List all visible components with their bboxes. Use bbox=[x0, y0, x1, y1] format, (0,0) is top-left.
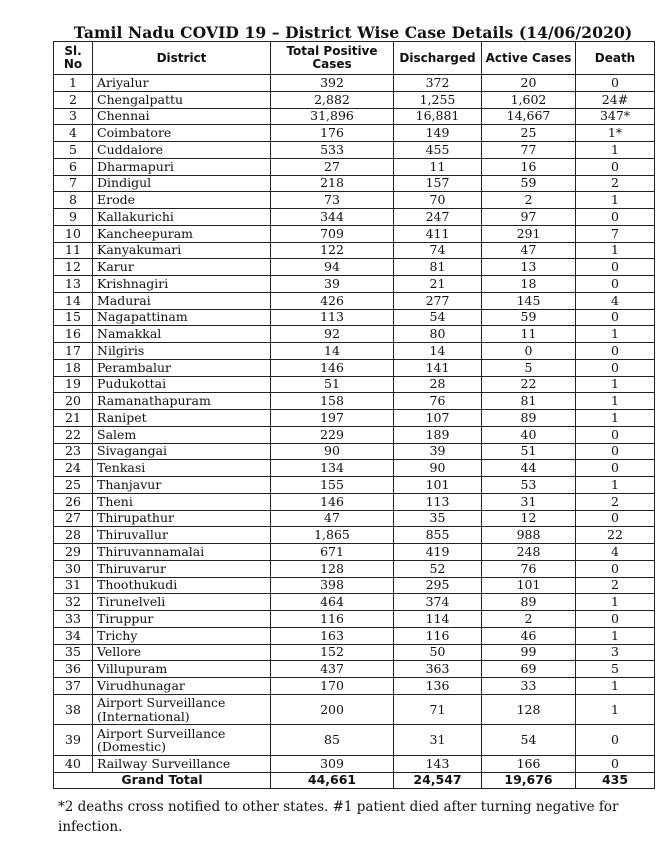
cell-active: 14,667 bbox=[482, 108, 576, 125]
table-row bbox=[54, 611, 655, 628]
cell-total-positive: 47 bbox=[271, 510, 394, 527]
cell-total-positive: 134 bbox=[271, 460, 394, 477]
cell-total-positive: 92 bbox=[271, 326, 394, 343]
table-row bbox=[54, 510, 655, 527]
table-row bbox=[54, 309, 655, 326]
cell-district: Nagapattinam bbox=[93, 309, 271, 326]
cell-active: 0 bbox=[482, 343, 576, 360]
cell-active: 22 bbox=[482, 376, 576, 393]
cell-district: Theni bbox=[93, 493, 271, 510]
header-discharged: Discharged bbox=[394, 42, 482, 75]
cell-district: Thiruvarur bbox=[93, 560, 271, 577]
cell-discharged: 28 bbox=[394, 376, 482, 393]
table-row bbox=[54, 477, 655, 494]
cell-sl-no: 15 bbox=[54, 309, 93, 326]
table-row bbox=[54, 594, 655, 611]
cell-active: 40 bbox=[482, 426, 576, 443]
cell-discharged: 157 bbox=[394, 175, 482, 192]
cell-active: 166 bbox=[482, 755, 576, 772]
cell-discharged: 372 bbox=[394, 75, 482, 92]
cell-active: 59 bbox=[482, 175, 576, 192]
cell-sl-no: 32 bbox=[54, 594, 93, 611]
cell-district: Pudukottai bbox=[93, 376, 271, 393]
cell-sl-no: 3 bbox=[54, 108, 93, 125]
cell-discharged: 141 bbox=[394, 359, 482, 376]
cell-sl-no: 29 bbox=[54, 544, 93, 561]
cell-district: Krishnagiri bbox=[93, 276, 271, 293]
cell-death: 0 bbox=[576, 426, 655, 443]
cell-active: 77 bbox=[482, 142, 576, 159]
cell-active: 20 bbox=[482, 75, 576, 92]
cell-sl-no: 19 bbox=[54, 376, 93, 393]
table-row bbox=[54, 125, 655, 142]
table-row bbox=[54, 544, 655, 561]
grand-total-discharged: 24,547 bbox=[394, 772, 482, 789]
cell-total-positive: 73 bbox=[271, 192, 394, 209]
cell-total-positive: 122 bbox=[271, 242, 394, 259]
cell-active: 33 bbox=[482, 678, 576, 695]
cell-discharged: 71 bbox=[394, 694, 482, 725]
cell-death: 7 bbox=[576, 225, 655, 242]
cell-district: Thiruvannamalai bbox=[93, 544, 271, 561]
cell-death: 0 bbox=[576, 725, 655, 756]
cell-discharged: 143 bbox=[394, 755, 482, 772]
cell-total-positive: 116 bbox=[271, 611, 394, 628]
cell-sl-no: 28 bbox=[54, 527, 93, 544]
cell-sl-no: 6 bbox=[54, 158, 93, 175]
cell-discharged: 54 bbox=[394, 309, 482, 326]
header-sl-no: Sl. No bbox=[54, 42, 93, 75]
cell-discharged: 21 bbox=[394, 276, 482, 293]
table-row bbox=[54, 75, 655, 92]
cell-total-positive: 671 bbox=[271, 544, 394, 561]
table-row bbox=[54, 359, 655, 376]
cell-active: 99 bbox=[482, 644, 576, 661]
cell-total-positive: 90 bbox=[271, 443, 394, 460]
cell-district: Airport Surveillance (Domestic) bbox=[93, 725, 271, 756]
cell-total-positive: 464 bbox=[271, 594, 394, 611]
cell-discharged: 74 bbox=[394, 242, 482, 259]
cell-discharged: 1,255 bbox=[394, 91, 482, 108]
grand-total-death: 435 bbox=[576, 772, 655, 789]
cell-death: 4 bbox=[576, 292, 655, 309]
cell-total-positive: 128 bbox=[271, 560, 394, 577]
cell-total-positive: 31,896 bbox=[271, 108, 394, 125]
cell-total-positive: 197 bbox=[271, 410, 394, 427]
table-row bbox=[54, 376, 655, 393]
cell-district: Tenkasi bbox=[93, 460, 271, 477]
cell-discharged: 277 bbox=[394, 292, 482, 309]
header-death: Death bbox=[576, 42, 655, 75]
cell-district: Coimbatore bbox=[93, 125, 271, 142]
cell-death: 0 bbox=[576, 259, 655, 276]
header-active: Active Cases bbox=[482, 42, 576, 75]
cell-discharged: 70 bbox=[394, 192, 482, 209]
grand-total-row bbox=[54, 772, 655, 789]
cell-sl-no: 4 bbox=[54, 125, 93, 142]
table-row bbox=[54, 755, 655, 772]
cell-discharged: 411 bbox=[394, 225, 482, 242]
cell-active: 5 bbox=[482, 359, 576, 376]
cell-death: 0 bbox=[576, 359, 655, 376]
cell-active: 89 bbox=[482, 594, 576, 611]
cell-district: Namakkal bbox=[93, 326, 271, 343]
grand-total-label: Grand Total bbox=[54, 772, 271, 789]
cell-death: 0 bbox=[576, 510, 655, 527]
table-row bbox=[54, 192, 655, 209]
table-row bbox=[54, 242, 655, 259]
cell-total-positive: 309 bbox=[271, 755, 394, 772]
cell-death: 0 bbox=[576, 611, 655, 628]
cell-death: 4 bbox=[576, 544, 655, 561]
cell-sl-no: 35 bbox=[54, 644, 93, 661]
cell-active: 291 bbox=[482, 225, 576, 242]
cell-death: 1* bbox=[576, 125, 655, 142]
cell-death: 1 bbox=[576, 393, 655, 410]
cell-death: 1 bbox=[576, 627, 655, 644]
cell-death: 0 bbox=[576, 755, 655, 772]
cell-sl-no: 1 bbox=[54, 75, 93, 92]
header-district: District bbox=[93, 42, 271, 75]
cell-death: 1 bbox=[576, 376, 655, 393]
cell-discharged: 363 bbox=[394, 661, 482, 678]
table-row bbox=[54, 175, 655, 192]
cell-discharged: 16,881 bbox=[394, 108, 482, 125]
cell-total-positive: 218 bbox=[271, 175, 394, 192]
district-case-table bbox=[53, 41, 655, 789]
cell-death: 2 bbox=[576, 175, 655, 192]
cell-total-positive: 2,882 bbox=[271, 91, 394, 108]
table-row bbox=[54, 259, 655, 276]
cell-sl-no: 16 bbox=[54, 326, 93, 343]
cell-active: 81 bbox=[482, 393, 576, 410]
cell-death: 0 bbox=[576, 209, 655, 226]
cell-total-positive: 344 bbox=[271, 209, 394, 226]
table-row bbox=[54, 343, 655, 360]
cell-sl-no: 31 bbox=[54, 577, 93, 594]
cell-death: 347* bbox=[576, 108, 655, 125]
table-row bbox=[54, 292, 655, 309]
cell-death: 1 bbox=[576, 410, 655, 427]
cell-district: Thiruvallur bbox=[93, 527, 271, 544]
cell-district: Trichy bbox=[93, 627, 271, 644]
cell-district: Karur bbox=[93, 259, 271, 276]
cell-discharged: 31 bbox=[394, 725, 482, 756]
cell-death: 3 bbox=[576, 644, 655, 661]
cell-active: 11 bbox=[482, 326, 576, 343]
cell-sl-no: 18 bbox=[54, 359, 93, 376]
cell-discharged: 39 bbox=[394, 443, 482, 460]
cell-death: 0 bbox=[576, 75, 655, 92]
cell-district: Tiruppur bbox=[93, 611, 271, 628]
cell-district: Dharmapuri bbox=[93, 158, 271, 175]
cell-total-positive: 200 bbox=[271, 694, 394, 725]
cell-district: Ariyalur bbox=[93, 75, 271, 92]
cell-district: Thirupathur bbox=[93, 510, 271, 527]
cell-total-positive: 1,865 bbox=[271, 527, 394, 544]
cell-death: 0 bbox=[576, 309, 655, 326]
cell-total-positive: 398 bbox=[271, 577, 394, 594]
cell-sl-no: 26 bbox=[54, 493, 93, 510]
cell-active: 2 bbox=[482, 192, 576, 209]
cell-sl-no: 10 bbox=[54, 225, 93, 242]
cell-active: 59 bbox=[482, 309, 576, 326]
cell-district: Cuddalore bbox=[93, 142, 271, 159]
cell-district: Madurai bbox=[93, 292, 271, 309]
cell-discharged: 35 bbox=[394, 510, 482, 527]
table-row bbox=[54, 678, 655, 695]
footnote-text: *2 deaths cross notified to other states. #1 patient died after turning negative for infection. bbox=[58, 799, 619, 835]
cell-sl-no: 14 bbox=[54, 292, 93, 309]
table-row bbox=[54, 725, 655, 756]
cell-district: Thoothukudi bbox=[93, 577, 271, 594]
cell-sl-no: 30 bbox=[54, 560, 93, 577]
cell-discharged: 76 bbox=[394, 393, 482, 410]
cell-active: 97 bbox=[482, 209, 576, 226]
cell-active: 1,602 bbox=[482, 91, 576, 108]
cell-sl-no: 24 bbox=[54, 460, 93, 477]
cell-total-positive: 158 bbox=[271, 393, 394, 410]
cell-sl-no: 33 bbox=[54, 611, 93, 628]
cell-total-positive: 533 bbox=[271, 142, 394, 159]
cell-district: Thanjavur bbox=[93, 477, 271, 494]
cell-death: 1 bbox=[576, 142, 655, 159]
cell-active: 2 bbox=[482, 611, 576, 628]
cell-sl-no: 27 bbox=[54, 510, 93, 527]
table-row bbox=[54, 108, 655, 125]
cell-district: Chennai bbox=[93, 108, 271, 125]
cell-total-positive: 94 bbox=[271, 259, 394, 276]
cell-active: 101 bbox=[482, 577, 576, 594]
cell-active: 76 bbox=[482, 560, 576, 577]
cell-discharged: 50 bbox=[394, 644, 482, 661]
cell-active: 47 bbox=[482, 242, 576, 259]
cell-discharged: 419 bbox=[394, 544, 482, 561]
header-total-positive: Total Positive Cases bbox=[271, 42, 394, 75]
table-row bbox=[54, 91, 655, 108]
cell-sl-no: 21 bbox=[54, 410, 93, 427]
cell-death: 1 bbox=[576, 477, 655, 494]
cell-death: 0 bbox=[576, 343, 655, 360]
cell-total-positive: 146 bbox=[271, 493, 394, 510]
cell-discharged: 52 bbox=[394, 560, 482, 577]
cell-district: Tirunelveli bbox=[93, 594, 271, 611]
cell-death: 22 bbox=[576, 527, 655, 544]
cell-sl-no: 39 bbox=[54, 725, 93, 756]
cell-active: 145 bbox=[482, 292, 576, 309]
cell-active: 51 bbox=[482, 443, 576, 460]
cell-district: Dindigul bbox=[93, 175, 271, 192]
cell-total-positive: 392 bbox=[271, 75, 394, 92]
cell-discharged: 189 bbox=[394, 426, 482, 443]
cell-sl-no: 12 bbox=[54, 259, 93, 276]
cell-sl-no: 9 bbox=[54, 209, 93, 226]
table-row bbox=[54, 443, 655, 460]
cell-district: Villupuram bbox=[93, 661, 271, 678]
cell-death: 0 bbox=[576, 158, 655, 175]
cell-district: Chengalpattu bbox=[93, 91, 271, 108]
cell-total-positive: 27 bbox=[271, 158, 394, 175]
cell-total-positive: 437 bbox=[271, 661, 394, 678]
cell-active: 128 bbox=[482, 694, 576, 725]
cell-discharged: 116 bbox=[394, 627, 482, 644]
cell-active: 18 bbox=[482, 276, 576, 293]
table-row bbox=[54, 577, 655, 594]
cell-active: 248 bbox=[482, 544, 576, 561]
cell-sl-no: 20 bbox=[54, 393, 93, 410]
table-header-row bbox=[54, 42, 655, 75]
cell-sl-no: 17 bbox=[54, 343, 93, 360]
cell-district: Perambalur bbox=[93, 359, 271, 376]
cell-death: 1 bbox=[576, 242, 655, 259]
cell-sl-no: 40 bbox=[54, 755, 93, 772]
cell-active: 31 bbox=[482, 493, 576, 510]
cell-district: Kanyakumari bbox=[93, 242, 271, 259]
cell-district: Sivagangai bbox=[93, 443, 271, 460]
cell-total-positive: 85 bbox=[271, 725, 394, 756]
table-row bbox=[54, 142, 655, 159]
cell-discharged: 455 bbox=[394, 142, 482, 159]
table-row bbox=[54, 493, 655, 510]
cell-sl-no: 38 bbox=[54, 694, 93, 725]
cell-district: Airport Surveillance (International) bbox=[93, 694, 271, 725]
cell-death: 24# bbox=[576, 91, 655, 108]
cell-total-positive: 163 bbox=[271, 627, 394, 644]
table-row bbox=[54, 209, 655, 226]
cell-total-positive: 170 bbox=[271, 678, 394, 695]
table-row bbox=[54, 410, 655, 427]
table-row bbox=[54, 276, 655, 293]
cell-total-positive: 176 bbox=[271, 125, 394, 142]
cell-death: 0 bbox=[576, 460, 655, 477]
cell-sl-no: 5 bbox=[54, 142, 93, 159]
table-row bbox=[54, 627, 655, 644]
cell-total-positive: 146 bbox=[271, 359, 394, 376]
cell-death: 1 bbox=[576, 326, 655, 343]
cell-active: 69 bbox=[482, 661, 576, 678]
page-title: Tamil Nadu COVID 19 – District Wise Case Details (14/06/2020) bbox=[73, 23, 633, 42]
cell-discharged: 90 bbox=[394, 460, 482, 477]
cell-active: 46 bbox=[482, 627, 576, 644]
cell-district: Ramanathapuram bbox=[93, 393, 271, 410]
cell-total-positive: 709 bbox=[271, 225, 394, 242]
cell-active: 25 bbox=[482, 125, 576, 142]
cell-active: 53 bbox=[482, 477, 576, 494]
cell-district: Kancheepuram bbox=[93, 225, 271, 242]
table-row bbox=[54, 694, 655, 725]
cell-death: 0 bbox=[576, 560, 655, 577]
table-row bbox=[54, 225, 655, 242]
cell-sl-no: 37 bbox=[54, 678, 93, 695]
table-row bbox=[54, 527, 655, 544]
cell-discharged: 80 bbox=[394, 326, 482, 343]
cell-discharged: 136 bbox=[394, 678, 482, 695]
cell-total-positive: 152 bbox=[271, 644, 394, 661]
cell-active: 13 bbox=[482, 259, 576, 276]
table-row bbox=[54, 426, 655, 443]
cell-sl-no: 13 bbox=[54, 276, 93, 293]
grand-total-active: 19,676 bbox=[482, 772, 576, 789]
cell-active: 89 bbox=[482, 410, 576, 427]
cell-district: Salem bbox=[93, 426, 271, 443]
cell-active: 16 bbox=[482, 158, 576, 175]
cell-discharged: 11 bbox=[394, 158, 482, 175]
cell-discharged: 855 bbox=[394, 527, 482, 544]
cell-death: 1 bbox=[576, 192, 655, 209]
cell-district: Nilgiris bbox=[93, 343, 271, 360]
table-row bbox=[54, 393, 655, 410]
cell-death: 0 bbox=[576, 276, 655, 293]
cell-discharged: 247 bbox=[394, 209, 482, 226]
cell-active: 44 bbox=[482, 460, 576, 477]
table-body bbox=[54, 75, 655, 773]
table-row bbox=[54, 460, 655, 477]
table-row bbox=[54, 661, 655, 678]
table-row bbox=[54, 158, 655, 175]
cell-discharged: 101 bbox=[394, 477, 482, 494]
cell-total-positive: 14 bbox=[271, 343, 394, 360]
cell-sl-no: 36 bbox=[54, 661, 93, 678]
cell-discharged: 374 bbox=[394, 594, 482, 611]
footnote bbox=[58, 797, 638, 837]
cell-active: 12 bbox=[482, 510, 576, 527]
cell-total-positive: 51 bbox=[271, 376, 394, 393]
cell-death: 1 bbox=[576, 594, 655, 611]
cell-sl-no: 7 bbox=[54, 175, 93, 192]
cell-active: 988 bbox=[482, 527, 576, 544]
cell-district: Kallakurichi bbox=[93, 209, 271, 226]
grand-total-positive: 44,661 bbox=[271, 772, 394, 789]
cell-total-positive: 155 bbox=[271, 477, 394, 494]
cell-death: 1 bbox=[576, 678, 655, 695]
cell-total-positive: 113 bbox=[271, 309, 394, 326]
cell-district: Ranipet bbox=[93, 410, 271, 427]
cell-death: 0 bbox=[576, 443, 655, 460]
cell-sl-no: 2 bbox=[54, 91, 93, 108]
cell-district: Vellore bbox=[93, 644, 271, 661]
cell-district: Erode bbox=[93, 192, 271, 209]
cell-sl-no: 11 bbox=[54, 242, 93, 259]
cell-active: 54 bbox=[482, 725, 576, 756]
table-row bbox=[54, 326, 655, 343]
cell-death: 1 bbox=[576, 694, 655, 725]
cell-sl-no: 22 bbox=[54, 426, 93, 443]
cell-discharged: 113 bbox=[394, 493, 482, 510]
cell-discharged: 81 bbox=[394, 259, 482, 276]
cell-discharged: 14 bbox=[394, 343, 482, 360]
cell-sl-no: 23 bbox=[54, 443, 93, 460]
table-row bbox=[54, 644, 655, 661]
cell-discharged: 107 bbox=[394, 410, 482, 427]
cell-total-positive: 39 bbox=[271, 276, 394, 293]
cell-total-positive: 229 bbox=[271, 426, 394, 443]
cell-district: Railway Surveillance bbox=[93, 755, 271, 772]
cell-sl-no: 25 bbox=[54, 477, 93, 494]
cell-discharged: 295 bbox=[394, 577, 482, 594]
cell-death: 2 bbox=[576, 493, 655, 510]
cell-death: 5 bbox=[576, 661, 655, 678]
cell-sl-no: 34 bbox=[54, 627, 93, 644]
cell-district: Virudhunagar bbox=[93, 678, 271, 695]
cell-sl-no: 8 bbox=[54, 192, 93, 209]
cell-death: 2 bbox=[576, 577, 655, 594]
cell-total-positive: 426 bbox=[271, 292, 394, 309]
table-row bbox=[54, 560, 655, 577]
cell-discharged: 149 bbox=[394, 125, 482, 142]
cell-discharged: 114 bbox=[394, 611, 482, 628]
